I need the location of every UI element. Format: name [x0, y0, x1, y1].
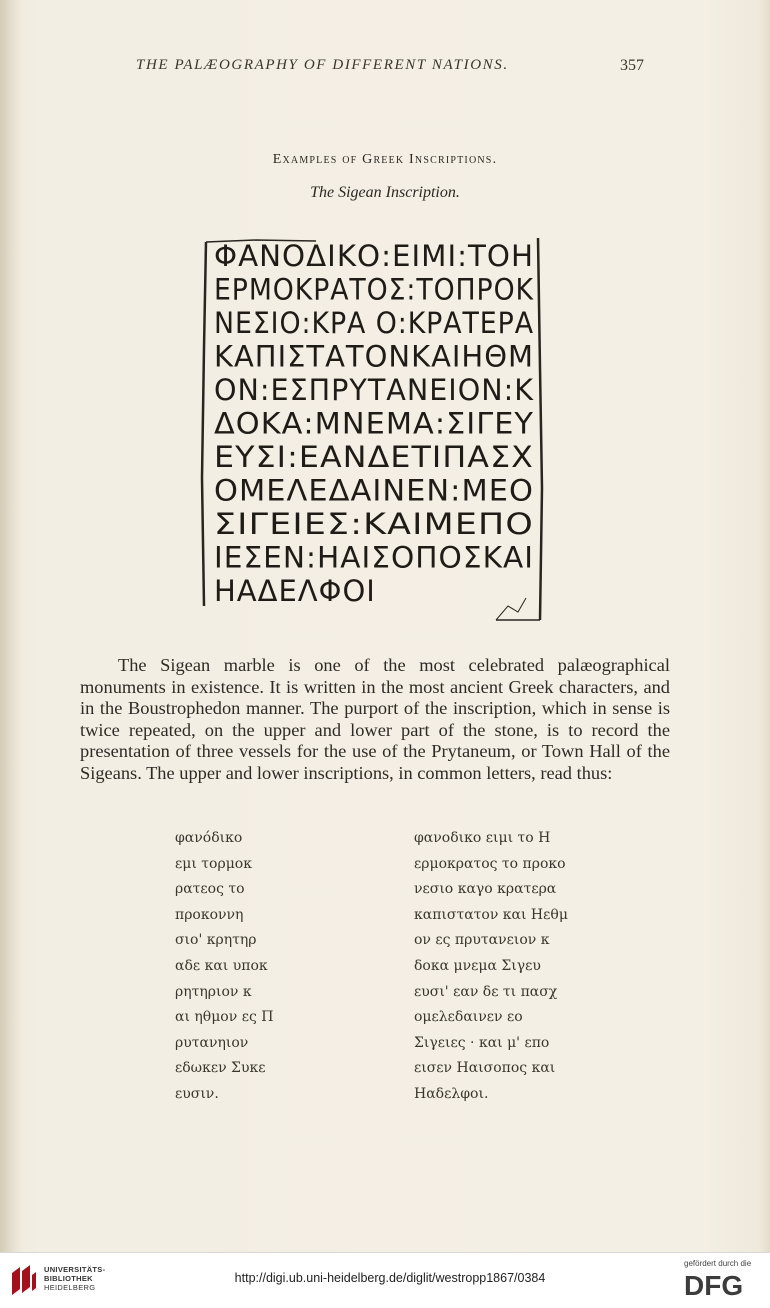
left-line: ρατεος το	[175, 881, 245, 898]
inscription-line: ΕΥΣΙ:ΕΑΝΔΕΤΙΠΑΣΧ	[214, 440, 534, 474]
transcription-right-column	[414, 826, 654, 1108]
left-line: ρητηριον κ	[175, 983, 252, 1000]
inscription-line: ΕΡΜΟΚΡΑΤΟΣ:ΤΟΠΡΟΚ	[214, 272, 534, 307]
inscription-line: ΣΙΓΕΙΕΣ:ΚΑΙΜΕΠΟ	[214, 507, 534, 541]
left-line: προκοννη	[175, 906, 244, 923]
university-library-logo-icon	[8, 1263, 38, 1297]
left-line: ευσιν.	[175, 1085, 219, 1102]
right-line: νεσιο καγο κρατερα	[414, 881, 557, 898]
inscription-line: ΝΕΣΙΟ:ΚΡΑ Ο:ΚΡΑΤΕΡΑ	[214, 306, 534, 340]
figure-title: The Sigean Inscription.	[310, 184, 460, 201]
left-line: αδε και υποκ	[175, 957, 268, 974]
stone-right-edge	[538, 238, 542, 620]
library-name	[44, 1265, 105, 1292]
inscription-drawing	[196, 228, 552, 624]
right-line: φανοδικο ειμι το Η	[414, 830, 551, 846]
left-line: εδωκεν Συκε	[175, 1060, 266, 1077]
library-name-line: HEIDELBERG	[44, 1283, 96, 1292]
funding-label: gefördert durch die	[684, 1259, 752, 1268]
library-name-line: BIBLIOTHEK	[44, 1274, 93, 1283]
inscription-line: ΙΕΣΕΝ:ΗΑΙΣΟΠΟΣΚΑΙ	[214, 540, 534, 575]
right-line: ερμοκρατος το προκο	[414, 855, 566, 872]
viewer-footer	[0, 1252, 770, 1308]
stone-crack	[496, 598, 526, 620]
left-line: ρυτανηιον	[175, 1034, 249, 1051]
inscription-line: ΦΑΝΟΔΙΚΟ:ΕΙΜΙ:ΤΟΗ	[214, 239, 534, 273]
inscription-line: ΟΜΕΛΕΔΑΙΝΕΝ:ΜΕΟ	[214, 473, 534, 508]
stone-left-edge	[202, 242, 206, 606]
library-name-line: UNIVERSITÄTS-	[44, 1265, 106, 1274]
right-line: Σιγειες · και μ' επο	[414, 1034, 550, 1051]
left-line: φανόδικο	[175, 830, 243, 846]
running-head: THE PALÆOGRAPHY OF DIFFERENT NATIONS.	[136, 57, 509, 73]
right-line: ομελεδαινεν εο	[414, 1009, 523, 1026]
sigean-inscription-figure	[196, 228, 552, 624]
inscription-line: ΟΝ:ΕΣΠΡΥΤΑΝΕΙΟΝ:Κ	[214, 373, 534, 407]
left-line: σιο' κρητηρ	[175, 932, 257, 949]
left-line: αι ηθμον ες Π	[175, 1009, 274, 1026]
body-paragraph: The Sigean marble is one of the most celebrated palæographical monuments in existence. It is written in the most ancient Greek characters, and in the Boustrophedon manner. The purport of the inscription, which in sense is twice repeated, on the upper and lower part of the stone, is to record the presentation of three vessels for the use of the Prytaneum, or Town Hall of the Sigeans. The upper and lower inscriptions, in common letters, read thus:	[80, 655, 670, 783]
page-number: 357	[620, 57, 644, 74]
body-text	[80, 655, 670, 785]
transcription-left-column	[175, 826, 375, 1108]
right-line: Ηαδελφοι.	[414, 1085, 489, 1102]
right-line: ευσι' εαν δε τι πασχ	[414, 983, 558, 1000]
section-heading: Examples of Greek Inscriptions.	[272, 152, 498, 167]
permalink-url[interactable]: http://digi.ub.uni-heidelberg.de/diglit/westropp1867/0384	[234, 1271, 546, 1285]
dfg-logo: DFG	[684, 1270, 744, 1301]
inscription-line: ΗΑΔΕΛΦΟΙ	[214, 574, 376, 608]
right-line: καπιστατον και Ηεθμ	[414, 906, 568, 923]
left-line: εμι τορμοκ	[175, 855, 252, 872]
inscription-line: ΚΑΠΙΣΤΑΤΟΝΚΑΙΗΘΜ	[214, 339, 534, 374]
right-line: εισεν Ηαισοπος και	[414, 1060, 556, 1077]
inscription-line: ΔΟΚΑ:ΜΝΕΜΑ:ΣΙΓΕΥ	[214, 406, 534, 441]
right-line: ον ες πρυτανειον κ	[414, 932, 550, 949]
inscription-lines	[214, 239, 534, 608]
right-line: δοκα μνεμα Σιγευ	[414, 957, 541, 974]
